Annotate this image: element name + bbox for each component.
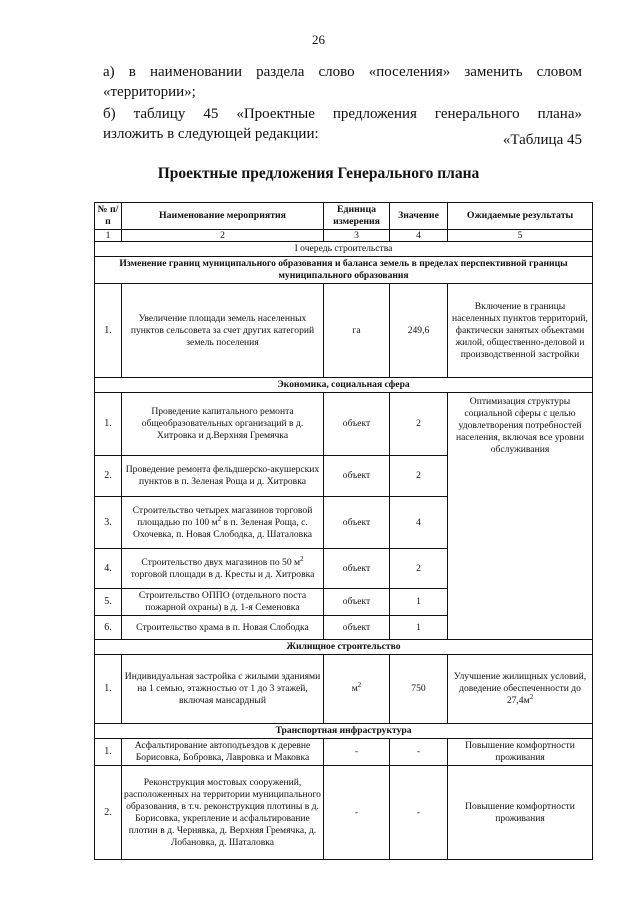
header-row	[95, 203, 593, 230]
header-value: Значение	[390, 203, 448, 230]
column-number: 1	[95, 230, 122, 242]
row-unit: объект	[324, 497, 390, 549]
column-number: 5	[448, 230, 593, 242]
row-num: 5.	[95, 589, 122, 616]
row-value: -	[390, 739, 448, 766]
row-value: 1	[390, 589, 448, 616]
row-name: Строительство четырех магазинов торговой площадью по 100 $м^2$ в п. Зеленая Роща, с. Охочевка, п. Новая Слободка, д. Шаталовка	[122, 497, 324, 549]
row-unit: объект	[324, 393, 390, 456]
section-title: Транспортная инфраструктура	[95, 724, 593, 739]
header-unit: Единица измерения	[324, 203, 390, 230]
row-num: 1.	[95, 739, 122, 766]
row-num: 1.	[95, 655, 122, 724]
row-value: 2	[390, 393, 448, 456]
row-result: Оптимизация структуры социальной сферы с целью удовлетворения потребностей населения, включая все уровни обслуживания	[448, 393, 593, 640]
queue-row	[95, 242, 593, 257]
section-row	[95, 257, 593, 284]
row-result: Повышение комфортности проживания	[448, 766, 593, 860]
table-label: «Таблица 45	[502, 132, 582, 148]
queue-label: I очередь строительства	[95, 242, 593, 257]
header-num: № п/п	[95, 203, 122, 230]
table-row	[95, 766, 593, 860]
section-row	[95, 724, 593, 739]
row-num: 3.	[95, 497, 122, 549]
column-number-row	[95, 230, 593, 242]
row-name: Строительство храма в п. Новая Слободка	[122, 616, 324, 640]
table-row	[95, 393, 593, 456]
row-value: 4	[390, 497, 448, 549]
row-name: Строительство ОППО (отдельного поста пожарной охраны) в д. 1-я Семеновка	[122, 589, 324, 616]
table-row	[95, 655, 593, 724]
row-value: -	[390, 766, 448, 860]
row-num: 1.	[95, 284, 122, 378]
row-unit: -	[324, 739, 390, 766]
row-name: Строительство двух магазинов по 50 $м^2$ торговой площади в д. Кресты и д. Хитровка	[122, 549, 324, 589]
row-value: 249,6	[390, 284, 448, 378]
table-row	[95, 284, 593, 378]
column-number: 2	[122, 230, 324, 242]
header-name: Наименование мероприятия	[122, 203, 324, 230]
row-unit: га	[324, 284, 390, 378]
row-name: Реконструкция мостовых сооружений, расположенных на территории муниципального образования, в т.ч. реконструкция плотины в д. Борисовка, укрепление и асфальтирование плотин в д. Чернявка, д. Верхняя Гремячка, д. Лобановка, д. Шаталовка	[122, 766, 324, 860]
row-num: 1.	[95, 393, 122, 456]
column-number: 3	[324, 230, 390, 242]
paragraph-b: б) таблицу 45 «Проектные предложения генерального плана»	[103, 106, 582, 122]
row-name: Индивидуальная застройка с жилыми зданиями на 1 семью, этажностью от 1 до 3 этажей, включая мансардный	[122, 655, 324, 724]
row-unit: -	[324, 766, 390, 860]
row-unit: $м^2$	[324, 655, 390, 724]
row-result: Включение в границы населенных пунктов территорий, фактически занятых объектами жилой, общественно-деловой и производственной застройки	[448, 284, 593, 378]
row-unit: объект	[324, 456, 390, 497]
row-value: 2	[390, 456, 448, 497]
page-number: 26	[312, 32, 325, 47]
row-value: 750	[390, 655, 448, 724]
row-result: Улучшение жилищных условий, доведение обеспеченности до $27,4м^2$	[448, 655, 593, 724]
row-name: Увеличение площади земель населенных пунктов сельсовета за счет других категорий земель поселения	[122, 284, 324, 378]
row-value: 1	[390, 616, 448, 640]
row-name: Асфальтирование автоподъездов к деревне Борисовка, Бобровка, Лавровка и Маковка	[122, 739, 324, 766]
section-row	[95, 378, 593, 393]
row-num: 2.	[95, 456, 122, 497]
row-unit: объект	[324, 549, 390, 589]
row-unit: объект	[324, 589, 390, 616]
section-title: Изменение границ муниципального образования и баланса земель в пределах перспективной границы муниципального образования	[95, 257, 593, 284]
row-value: 2	[390, 549, 448, 589]
row-num: 6.	[95, 616, 122, 640]
row-unit: объект	[324, 616, 390, 640]
paragraph-a: а) в наименовании раздела слово «поселения» заменить словом	[103, 64, 582, 80]
table-title: Проектные предложения Генерального плана	[157, 165, 480, 182]
row-num: 2.	[95, 766, 122, 860]
row-name: Проведение ремонта фельдшерско-акушерских пунктов в п. Зеленая Роща и д. Хитровка	[122, 456, 324, 497]
section-title: Экономика, социальная сфера	[95, 378, 593, 393]
section-title: Жилищное строительство	[95, 640, 593, 655]
row-num: 4.	[95, 549, 122, 589]
column-number: 4	[390, 230, 448, 242]
proposals-table	[94, 202, 593, 860]
header-result: Ожидаемые результаты	[448, 203, 593, 230]
table-row	[95, 739, 593, 766]
row-result: Повышение комфортности проживания	[448, 739, 593, 766]
section-row	[95, 640, 593, 655]
paragraph-b-continuation: изложить в следующей редакции:	[103, 126, 319, 142]
row-name: Проведение капитального ремонта общеобразовательных организаций в д. Хитровка и д.Верхняя Гремячка	[122, 393, 324, 456]
paragraph-a-continuation: «территории»;	[103, 84, 196, 100]
